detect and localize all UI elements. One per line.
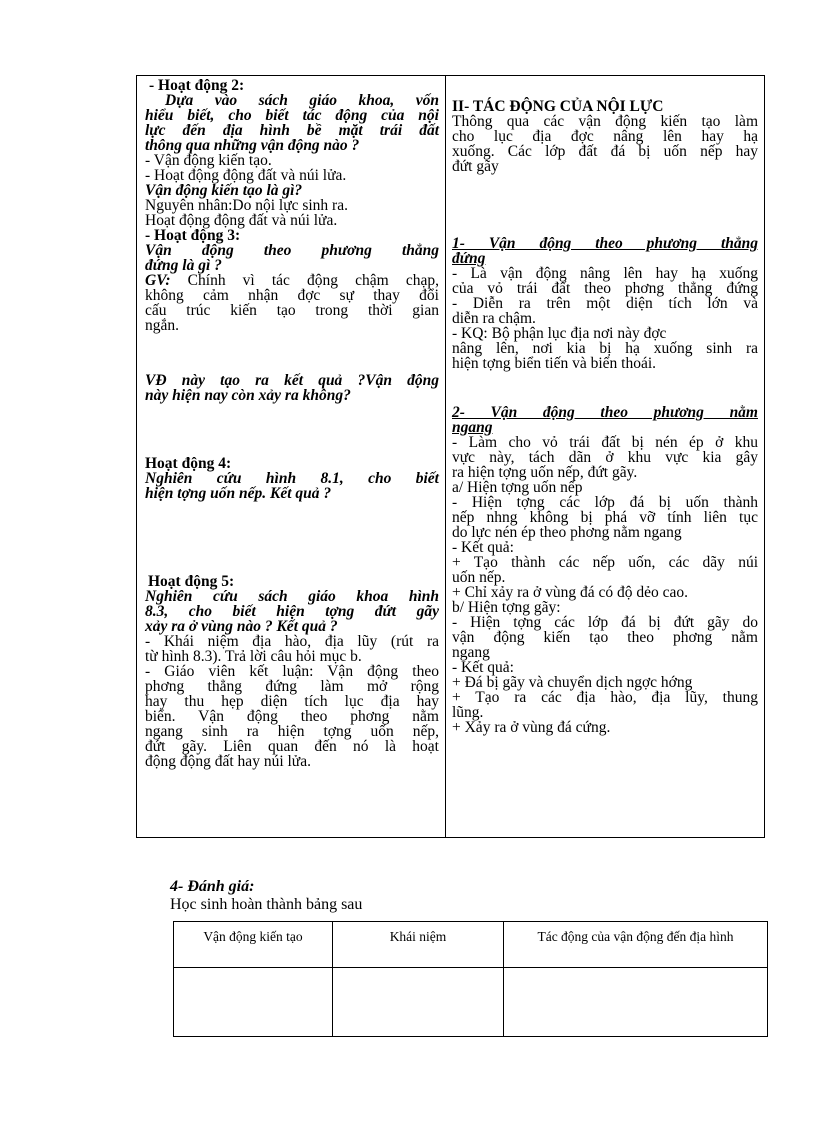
subsection-2-text: + Tạo ra các địa hào, địa lũy, thung	[452, 689, 758, 706]
activity-2-question: thông qua những vận động nào ?	[145, 137, 360, 154]
activity-5-question: 8.3, cho biết hiện tợng đứt gãy	[145, 603, 439, 620]
empty-cell[interactable]	[174, 968, 333, 1037]
subsection-2-text: + Xảy ra ở vùng đá cứng.	[452, 719, 611, 736]
gv-text: cấu trúc kiến tạo trong thời gian	[145, 302, 439, 319]
header-cell: Vận động kiến tạo	[174, 922, 333, 968]
activity-2-title: - Hoạt động 2:	[149, 77, 245, 94]
activity-5-answer: phơng thẳng đứng làm mở rộng	[145, 678, 439, 695]
table-header-row	[174, 922, 768, 968]
subsection-2-text: lũng.	[452, 704, 484, 721]
activity-3-gv-note	[145, 273, 439, 288]
empty-cell[interactable]	[504, 968, 768, 1037]
subsection-2-text: a/ Hiện tợng uốn nếp	[452, 479, 583, 496]
subsection-2-text: b/ Hiện tợng gãy:	[452, 599, 561, 616]
subsection-2-title: 2- Vận động theo phương nằm	[452, 404, 758, 421]
subsection-2-text: - Làm cho vỏ trái đất bị nén ép ở khu	[452, 434, 758, 451]
activity-2-answer: - Vận động kiến tạo.	[145, 152, 272, 169]
activity-3-question: đứng là gì ?	[145, 257, 222, 274]
subsection-2-text: vực này, tách dãn ở khu vực kia gây	[452, 449, 758, 466]
activity-2-answer-2: Hoạt động động đất và núi lửa.	[145, 212, 338, 229]
teacher-activities-column	[137, 76, 446, 837]
subsection-1-text: diễn ra chậm.	[452, 310, 536, 327]
activity-5-question: Nghiên cứu sách giáo khoa hình	[145, 588, 439, 605]
activity-4-title: Hoạt động 4:	[145, 455, 232, 472]
activity-5-answer: ngang sinh ra hiện tợng uốn nếp,	[145, 723, 439, 740]
subsection-2-text: ngang	[452, 644, 490, 661]
evaluation-title: 4- Đánh giá:	[170, 878, 255, 895]
activity-2-question: hiểu biết, cho biết tác động của nội	[145, 107, 439, 124]
subsection-1-title: đứng	[452, 250, 486, 267]
subsection-2-text: do lực nén ép theo phơng nằm ngang	[452, 524, 682, 541]
section-2-text: đứt gãy	[452, 158, 499, 175]
activity-5-answer: - Khái niệm địa hào, địa lũy (rút ra	[145, 633, 439, 650]
subsection-1-text: - KQ: Bộ phận lục địa nơi này đợc	[452, 325, 667, 342]
subsection-1-text: nâng lên, nơi kia bị hạ xuống sinh ra	[452, 340, 758, 357]
subsection-2-text: - Hiện tợng các lớp đá bị uốn thành	[452, 494, 758, 511]
subsection-2-text: vận động kiến tạo theo phơng nằm	[452, 629, 758, 646]
subsection-2-text: - Hiện tợng các lớp đá bị đứt gãy do	[452, 614, 758, 631]
evaluation-instruction: Học sinh hoàn thành bảng sau	[170, 896, 363, 913]
activity-5-title: Hoạt động 5:	[148, 573, 235, 590]
subsection-1-text: hiện tợng biển tiến và biển thoái.	[452, 355, 657, 372]
header-cell: Tác động của vận động đến địa hình	[504, 922, 768, 968]
subsection-1-text: - Là vận động nâng lên hay hạ xuống	[452, 265, 758, 282]
activity-4-question: hiện tợng uốn nếp. Kết quả ?	[145, 485, 332, 502]
activity-5-answer: từ hình 8.3). Trả lời câu hỏi mục b.	[145, 648, 362, 665]
activity-5-question: xảy ra ở vùng nào ? Kết quả ?	[145, 618, 338, 635]
subsection-2-text: + Chỉ xảy ra ở vùng đá có độ dẻo cao.	[452, 584, 689, 601]
subsection-2-text: uốn nếp.	[452, 569, 506, 586]
subsection-2-text: + Đá bị gãy và chuyển dịch ngợc hớng	[452, 674, 693, 691]
section-2-text: Thông qua các vận động kiến tạo làm	[452, 113, 758, 130]
activity-3-title: - Hoạt động 3:	[145, 227, 241, 244]
table-row	[174, 968, 768, 1037]
activity-5-answer: - Giáo viên kết luận: Vận động theo	[145, 663, 439, 680]
evaluation-table	[173, 921, 768, 1037]
subsection-1-title: 1- Vận động theo phương thẳng	[452, 235, 758, 252]
activity-3-question: Vận động theo phương thẳng	[145, 242, 439, 259]
activity-5-answer: động động đất hay núi lửa.	[145, 753, 311, 770]
activity-3-question-2: này hiện nay còn xảy ra không?	[145, 387, 351, 404]
subsection-2-text: ra hiện tợng uốn nếp, đứt gãy.	[452, 464, 638, 481]
activity-3-question-2: VĐ này tạo ra kết quả ?Vận động	[145, 372, 439, 389]
activity-4-question: Nghiên cứu hình 8.1, cho biết	[145, 470, 439, 487]
empty-cell[interactable]	[333, 968, 504, 1037]
activity-2-question: Dựa vào sách giáo khoa, vốn	[165, 92, 439, 109]
activity-2-answer: - Hoạt động động đất và núi lửa.	[145, 167, 347, 184]
activity-2-question: lực đến địa hình bề mặt trái đất	[145, 122, 439, 139]
gv-text: ngắn.	[145, 317, 180, 334]
gv-text: Chính vì tác động chậm chạp,	[170, 272, 439, 289]
gv-text: không cảm nhận đợc sự thay đổi	[145, 287, 439, 304]
subsection-1-text: - Diễn ra trên một diện tích lớn và	[452, 295, 758, 312]
subsection-2-text: - Kết quả:	[452, 659, 514, 676]
subsection-2-text: + Tạo thành các nếp uốn, các dãy núi	[452, 554, 758, 571]
gv-label: GV:	[145, 272, 171, 289]
subsection-2-text: nếp nhng không bị phá vỡ tính liên tục	[452, 509, 758, 526]
activity-2-answer-2: Nguyên nhân:Do nội lực sinh ra.	[145, 197, 348, 214]
section-2-text: xuống. Các lớp đất đá bị uốn nếp hay	[452, 143, 758, 160]
lesson-table	[136, 75, 765, 838]
activity-2-question-2: Vận động kiến tạo là gì?	[145, 182, 303, 199]
activity-5-answer: biển. Vận động theo phơng nằm	[145, 708, 439, 725]
header-cell: Khái niệm	[333, 922, 504, 968]
content-column	[446, 76, 764, 837]
section-2-text: cho lục địa đợc nâng lên hay hạ	[452, 128, 758, 145]
activity-5-answer: hay thu hẹp diện tích lục địa hay	[145, 693, 439, 710]
subsection-1-text: của vỏ trái đất theo phơng thẳng đứng	[452, 280, 758, 297]
subsection-2-text: - Kết quả:	[452, 539, 514, 556]
activity-5-answer: đứt gãy. Liên quan đến nó là hoạt	[145, 738, 439, 755]
section-2-title: II- TÁC ĐỘNG CỦA NỘI LỰC	[452, 98, 664, 115]
subsection-2-title: ngang	[452, 419, 493, 436]
